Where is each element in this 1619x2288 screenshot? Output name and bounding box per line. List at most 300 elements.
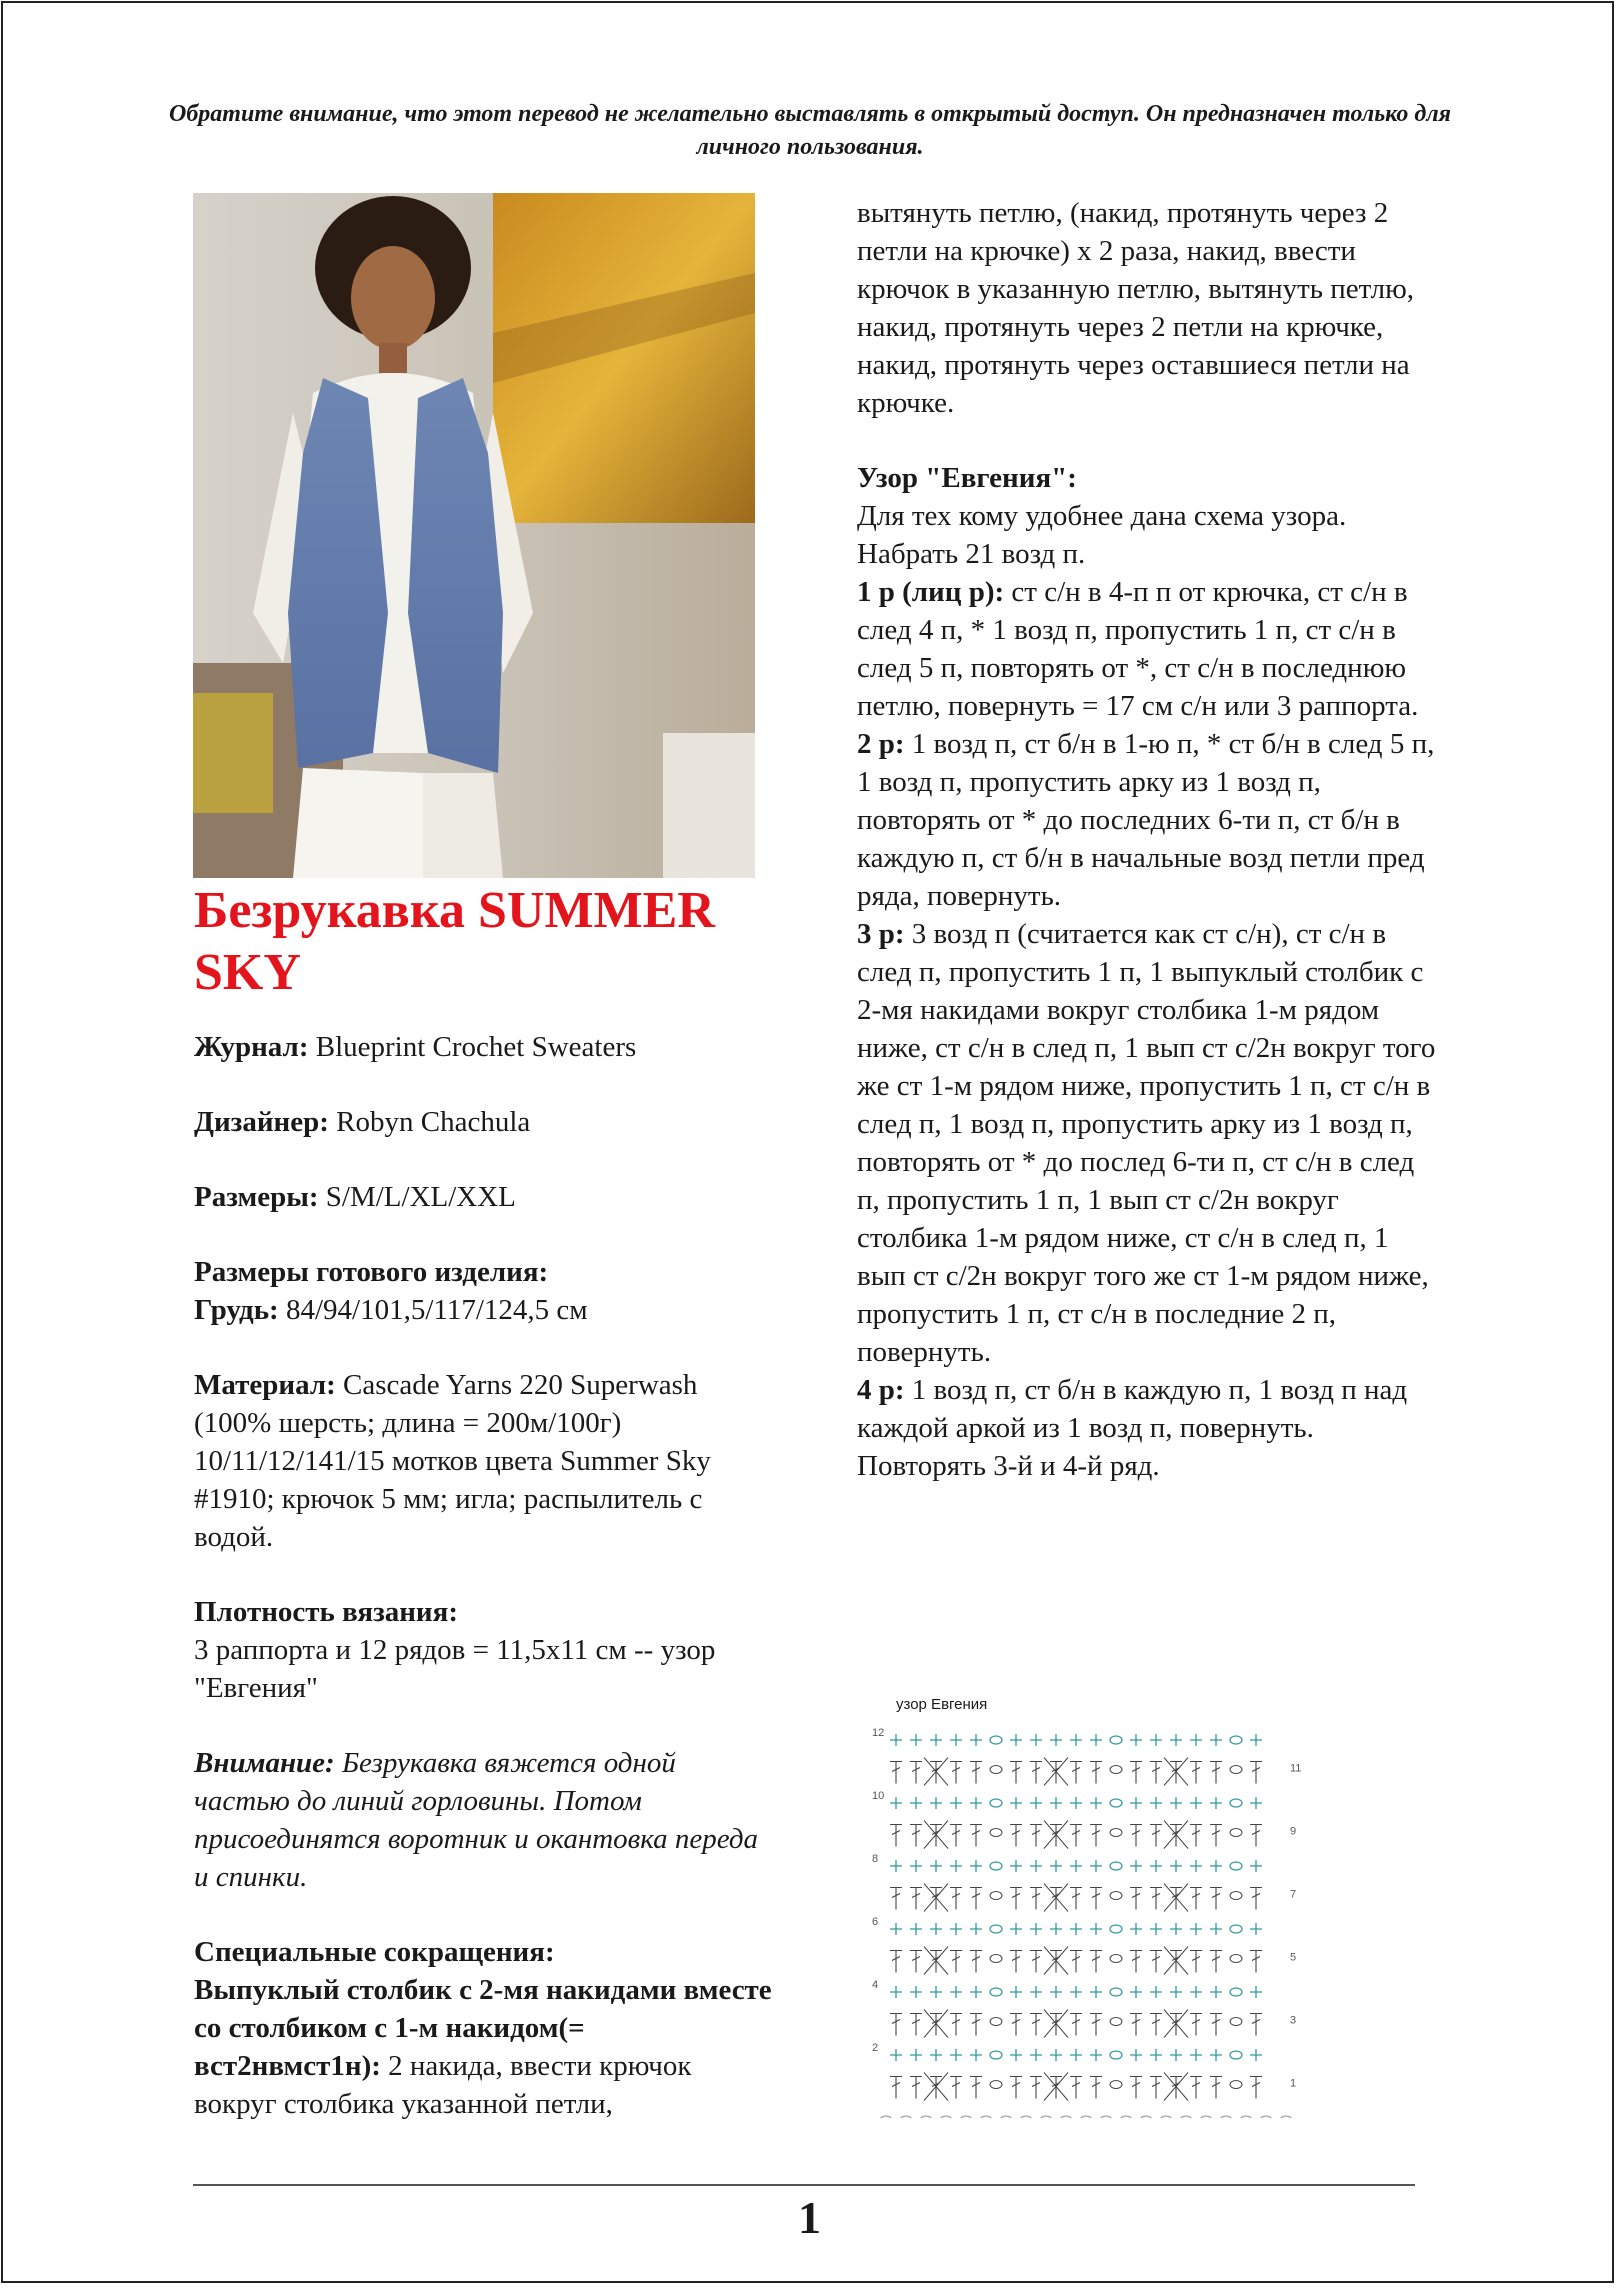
chain-stitch-symbol bbox=[990, 1799, 1002, 1807]
chain-stitch-symbol bbox=[1110, 1862, 1122, 1870]
sc-stitch-symbol bbox=[1070, 1734, 1082, 1746]
sc-stitch-symbol bbox=[910, 1860, 922, 1872]
sc-stitch-symbol bbox=[1010, 1986, 1022, 1998]
dc-stitch-symbol bbox=[1150, 2014, 1162, 2036]
attention-value: Безрукавка вяжется одной частью до линий горловины. Потом присоединятся воротник и окантовка переда и спинки. bbox=[194, 1747, 759, 1893]
dc-stitch-symbol bbox=[910, 2014, 922, 2036]
row-label: 2 р: bbox=[857, 728, 905, 760]
chain-stitch-symbol bbox=[1110, 2081, 1122, 2089]
sc-stitch-symbol bbox=[950, 2049, 962, 2061]
dc-stitch-symbol bbox=[970, 2014, 982, 2036]
dc-stitch-symbol bbox=[1030, 1951, 1042, 1973]
sc-stitch-symbol bbox=[970, 1734, 982, 1746]
chain-stitch-symbol bbox=[960, 2116, 972, 2118]
dc-stitch-symbol bbox=[1250, 1951, 1262, 1973]
sc-stitch-symbol bbox=[930, 1797, 942, 1809]
sc-stitch-symbol bbox=[1030, 1923, 1042, 1935]
sc-stitch-symbol bbox=[1130, 1734, 1142, 1746]
page-title: Безрукавка SUMMER SKY bbox=[194, 882, 715, 1001]
dc-stitch-symbol bbox=[930, 1762, 942, 1784]
sc-stitch-symbol bbox=[1070, 1986, 1082, 1998]
sc-stitch-symbol bbox=[1190, 1986, 1202, 1998]
sc-stitch-symbol bbox=[1010, 1734, 1022, 1746]
dc-stitch-symbol bbox=[890, 1951, 902, 1973]
designer-label: Дизайнер: bbox=[194, 1106, 329, 1138]
abbr-term: Выпуклый столбик с 2-мя накидами вместе со столбиком с 1-м накидом(= вст2нвмст1н): bbox=[194, 1974, 772, 2082]
chain-stitch-symbol bbox=[1120, 2116, 1132, 2118]
dc-stitch-symbol bbox=[1190, 2014, 1202, 2036]
attention-line bbox=[194, 1744, 774, 1896]
sc-stitch-symbol bbox=[890, 1797, 902, 1809]
page-number: 1 bbox=[798, 2192, 821, 2243]
sc-stitch-symbol bbox=[910, 1797, 922, 1809]
dc-stitch-symbol bbox=[1210, 1762, 1222, 1784]
dc-stitch-symbol bbox=[1130, 1762, 1142, 1784]
row-number-label: 1 bbox=[1290, 2077, 1297, 2090]
dc-stitch-symbol bbox=[930, 1951, 942, 1973]
chain-stitch-symbol bbox=[1180, 2116, 1192, 2118]
pattern-heading: Узор "Евгения": bbox=[857, 462, 1077, 494]
gauge-heading: Плотность вязания: bbox=[194, 1596, 458, 1628]
chain-stitch-symbol bbox=[1230, 1925, 1242, 1933]
sc-stitch-symbol bbox=[1150, 1986, 1162, 1998]
row-number-label: 12 bbox=[872, 1727, 885, 1739]
sc-stitch-symbol bbox=[1210, 1797, 1222, 1809]
sc-stitch-symbol bbox=[1190, 1734, 1202, 1746]
row-number-label: 8 bbox=[872, 1853, 879, 1865]
chain-stitch-symbol bbox=[1230, 1736, 1242, 1744]
abbr-line bbox=[194, 1971, 774, 2123]
chain-stitch-symbol bbox=[1110, 1925, 1122, 1933]
model-photo bbox=[193, 193, 755, 878]
sc-stitch-symbol bbox=[1090, 1986, 1102, 1998]
sc-stitch-symbol bbox=[1010, 1797, 1022, 1809]
sc-stitch-symbol bbox=[1210, 1923, 1222, 1935]
chain-stitch-symbol bbox=[990, 2018, 1002, 2026]
sc-stitch-symbol bbox=[1030, 1986, 1042, 1998]
sc-stitch-symbol bbox=[1210, 2049, 1222, 2061]
magazine-line bbox=[194, 1028, 774, 1066]
sc-stitch-symbol bbox=[1130, 2049, 1142, 2061]
dc-stitch-symbol bbox=[1090, 2014, 1102, 2036]
dc-stitch-symbol bbox=[950, 2014, 962, 2036]
sc-stitch-symbol bbox=[1150, 1734, 1162, 1746]
pattern-repeat: Повторять 3-й и 4-й ряд. bbox=[857, 1450, 1160, 1482]
row-number-label: 4 bbox=[872, 1979, 879, 1991]
chain-stitch-symbol bbox=[1230, 1829, 1242, 1837]
row-number-label: 2 bbox=[872, 2042, 879, 2054]
dc-stitch-symbol bbox=[1010, 2014, 1022, 2036]
designer-line bbox=[194, 1103, 774, 1141]
dc-stitch-symbol bbox=[1090, 1951, 1102, 1973]
dc-stitch-symbol bbox=[1250, 1888, 1262, 1910]
dc-stitch-symbol bbox=[910, 1888, 922, 1910]
chain-stitch-symbol bbox=[1230, 2018, 1242, 2026]
left-column bbox=[194, 880, 774, 2123]
dc-stitch-symbol bbox=[970, 1951, 982, 1973]
sc-stitch-symbol bbox=[930, 1986, 942, 1998]
dc-stitch-symbol bbox=[1010, 2077, 1022, 2099]
dc-stitch-symbol bbox=[1090, 1888, 1102, 1910]
dc-stitch-symbol bbox=[1170, 1951, 1182, 1973]
row-label: 1 р (лиц р): bbox=[857, 576, 1005, 608]
sc-stitch-symbol bbox=[1030, 2049, 1042, 2061]
material-line bbox=[194, 1366, 774, 1556]
sc-stitch-symbol bbox=[950, 1734, 962, 1746]
chain-stitch-symbol bbox=[1110, 1736, 1122, 1744]
sc-stitch-symbol bbox=[910, 2049, 922, 2061]
dc-stitch-symbol bbox=[1010, 1825, 1022, 1847]
dc-stitch-symbol bbox=[1070, 1888, 1082, 1910]
chain-stitch-symbol bbox=[920, 2116, 932, 2118]
sc-stitch-symbol bbox=[1090, 1860, 1102, 1872]
sc-stitch-symbol bbox=[890, 1986, 902, 1998]
chain-stitch-symbol bbox=[1080, 2116, 1092, 2118]
finished-heading: Размеры готового изделия: bbox=[194, 1256, 549, 1288]
row-text: ст с/н в 4-п п от крючка, ст с/н в след 4 п, * 1 возд п, пропустить 1 п, ст с/н в след 5 п, повторять от *, ст с/н в последнюю петлю, повернуть = 17 см с/н или 3 раппорта. bbox=[857, 576, 1419, 722]
abbr-desc: 2 накида, ввести крючок вокруг столбика указанной петли, bbox=[194, 2050, 692, 2120]
chain-stitch-symbol bbox=[1280, 2116, 1292, 2118]
chain-stitch-symbol bbox=[1230, 1799, 1242, 1807]
chain-stitch-symbol bbox=[990, 1766, 1002, 1774]
dc-stitch-symbol bbox=[910, 1825, 922, 1847]
material-value: Cascade Yarns 220 Superwash (100% шерсть; длина = 200м/100г) 10/11/12/141/15 мотков цвета Summer Sky #1910; крючок 5 мм; игла; распылитель с водой. bbox=[194, 1369, 711, 1553]
dc-stitch-symbol bbox=[1030, 1762, 1042, 1784]
dc-stitch-symbol bbox=[930, 2077, 942, 2099]
sizes-value: S/M/L/XL/XXL bbox=[325, 1181, 516, 1213]
sc-stitch-symbol bbox=[970, 1986, 982, 1998]
row-1 bbox=[857, 573, 1437, 725]
sc-stitch-symbol bbox=[1130, 1860, 1142, 1872]
dc-stitch-symbol bbox=[890, 2014, 902, 2036]
sc-stitch-symbol bbox=[1070, 1923, 1082, 1935]
sc-stitch-symbol bbox=[1250, 1734, 1262, 1746]
chain-stitch-symbol bbox=[1140, 2116, 1152, 2118]
dc-stitch-symbol bbox=[890, 1762, 902, 1784]
dc-stitch-symbol bbox=[1010, 1888, 1022, 1910]
sc-stitch-symbol bbox=[950, 1797, 962, 1809]
dc-stitch-symbol bbox=[1030, 1825, 1042, 1847]
sc-stitch-symbol bbox=[1250, 2049, 1262, 2061]
dc-stitch-symbol bbox=[1150, 1888, 1162, 1910]
dc-stitch-symbol bbox=[910, 1951, 922, 1973]
sc-stitch-symbol bbox=[1190, 1797, 1202, 1809]
sc-stitch-symbol bbox=[1150, 1860, 1162, 1872]
dc-stitch-symbol bbox=[1190, 1888, 1202, 1910]
dc-stitch-symbol bbox=[1070, 1951, 1082, 1973]
sc-stitch-symbol bbox=[1170, 1923, 1182, 1935]
sc-stitch-symbol bbox=[1170, 1734, 1182, 1746]
dc-stitch-symbol bbox=[930, 1825, 942, 1847]
dc-stitch-symbol bbox=[1190, 1825, 1202, 1847]
dc-stitch-symbol bbox=[1210, 1888, 1222, 1910]
chain-stitch-symbol bbox=[1110, 1892, 1122, 1900]
chain-stitch-symbol bbox=[990, 1988, 1002, 1996]
chain-stitch-symbol bbox=[1230, 1862, 1242, 1870]
dc-stitch-symbol bbox=[970, 1888, 982, 1910]
row-number-label: 7 bbox=[1290, 1888, 1297, 1901]
chain-stitch-symbol bbox=[1260, 2116, 1272, 2118]
dc-stitch-symbol bbox=[1090, 2077, 1102, 2099]
row-number-label: 5 bbox=[1290, 1951, 1297, 1964]
row-text: 1 возд п, ст б/н в 1-ю п, * ст б/н в след 5 п, 1 возд п, пропустить арку из 1 возд п, повторять от * до последних 6-ти п, ст б/н в каждую п, ст б/н в начальные возд петли пред ряда, повернуть. bbox=[857, 728, 1435, 912]
row-number-label: 10 bbox=[872, 1790, 885, 1802]
dc-stitch-symbol bbox=[1030, 1888, 1042, 1910]
dc-stitch-symbol bbox=[1210, 1825, 1222, 1847]
pattern-cast-on: Набрать 21 возд п. bbox=[857, 538, 1086, 570]
chain-stitch-symbol bbox=[1110, 2051, 1122, 2059]
right-column bbox=[857, 194, 1437, 1485]
dc-stitch-symbol bbox=[1170, 1762, 1182, 1784]
chain-stitch-symbol bbox=[1230, 1766, 1242, 1774]
sc-stitch-symbol bbox=[1190, 2049, 1202, 2061]
sc-stitch-symbol bbox=[930, 2049, 942, 2061]
dc-stitch-symbol bbox=[1250, 2014, 1262, 2036]
chain-stitch-symbol bbox=[1200, 2116, 1212, 2118]
sc-stitch-symbol bbox=[1050, 1986, 1062, 1998]
sc-stitch-symbol bbox=[970, 1923, 982, 1935]
chain-stitch-symbol bbox=[900, 2116, 912, 2118]
dc-stitch-symbol bbox=[1130, 2014, 1142, 2036]
dc-stitch-symbol bbox=[1050, 1951, 1062, 1973]
sc-stitch-symbol bbox=[1150, 1923, 1162, 1935]
dc-stitch-symbol bbox=[1050, 1888, 1062, 1910]
sc-stitch-symbol bbox=[1050, 2049, 1062, 2061]
dc-stitch-symbol bbox=[1150, 1951, 1162, 1973]
sc-stitch-symbol bbox=[1130, 1797, 1142, 1809]
chest-line bbox=[194, 1291, 774, 1329]
dc-stitch-symbol bbox=[1150, 2077, 1162, 2099]
dc-stitch-symbol bbox=[1030, 2014, 1042, 2036]
designer-value: Robyn Chachula bbox=[336, 1106, 531, 1138]
sc-stitch-symbol bbox=[1010, 2049, 1022, 2061]
dc-stitch-symbol bbox=[1010, 1951, 1022, 1973]
sc-stitch-symbol bbox=[890, 2049, 902, 2061]
chain-stitch-symbol bbox=[1110, 1799, 1122, 1807]
row-text: 3 возд п (считается как ст с/н), ст с/н в след п, пропустить 1 п, 1 выпуклый столбик с 2-мя накидами вокруг столбика 1-м рядом ниже, ст с/н в след п, 1 вып ст с/2н вокруг того же ст 1-м рядом ниже, пропустить 1 п, ст с/н в след п, 1 возд п, пропустить арку из 1 возд п, повторять от * до послед 6-ти п, ст с/н в след п, пропустить 1 п, 1 вып ст с/2н вокруг столбика 1-м рядом ниже, ст с/н в след п, 1 вып ст с/2н вокруг того же ст 1-м рядом ниже, пропустить 1 п, ст с/н в последние 2 п, повернуть. bbox=[857, 918, 1436, 1368]
sc-stitch-symbol bbox=[1050, 1734, 1062, 1746]
sc-stitch-symbol bbox=[950, 1860, 962, 1872]
dc-stitch-symbol bbox=[1050, 2077, 1062, 2099]
chain-stitch-symbol bbox=[1110, 1766, 1122, 1774]
dc-stitch-symbol bbox=[890, 2077, 902, 2099]
chest-value: 84/94/101,5/117/124,5 см bbox=[285, 1294, 588, 1326]
dc-stitch-symbol bbox=[1150, 1825, 1162, 1847]
dc-stitch-symbol bbox=[1190, 1762, 1202, 1784]
pattern-intro: Для тех кому удобнее дана схема узора. bbox=[857, 500, 1347, 532]
row-number-label: 9 bbox=[1290, 1825, 1297, 1838]
sc-stitch-symbol bbox=[1090, 2049, 1102, 2061]
sc-stitch-symbol bbox=[1190, 1860, 1202, 1872]
chest-label: Грудь: bbox=[194, 1294, 279, 1326]
chain-stitch-symbol bbox=[1230, 1955, 1242, 1963]
sc-stitch-symbol bbox=[1130, 1986, 1142, 1998]
row-label: 4 р: bbox=[857, 1374, 905, 1406]
sc-stitch-symbol bbox=[1090, 1797, 1102, 1809]
chain-stitch-symbol bbox=[1230, 2051, 1242, 2059]
sc-stitch-symbol bbox=[1030, 1797, 1042, 1809]
sc-stitch-symbol bbox=[890, 1734, 902, 1746]
chain-stitch-symbol bbox=[990, 1829, 1002, 1837]
sc-stitch-symbol bbox=[1010, 1860, 1022, 1872]
sc-stitch-symbol bbox=[1170, 1986, 1182, 1998]
abbr-heading: Специальные сокращения: bbox=[194, 1936, 555, 1968]
chain-stitch-symbol bbox=[940, 2116, 952, 2118]
row-3 bbox=[857, 915, 1437, 1371]
chain-stitch-symbol bbox=[880, 2116, 892, 2118]
sc-stitch-symbol bbox=[1170, 1860, 1182, 1872]
sc-stitch-symbol bbox=[1210, 1734, 1222, 1746]
sc-stitch-symbol bbox=[1250, 1923, 1262, 1935]
chain-stitch-symbol bbox=[990, 1925, 1002, 1933]
chain-stitch-symbol bbox=[980, 2116, 992, 2118]
dc-stitch-symbol bbox=[1070, 1762, 1082, 1784]
dc-stitch-symbol bbox=[930, 1888, 942, 1910]
sc-stitch-symbol bbox=[930, 1923, 942, 1935]
chain-stitch-symbol bbox=[1040, 2116, 1052, 2118]
stitch-chart bbox=[866, 1718, 1346, 2118]
dc-stitch-symbol bbox=[1130, 1825, 1142, 1847]
sc-stitch-symbol bbox=[950, 1923, 962, 1935]
dc-stitch-symbol bbox=[1030, 2077, 1042, 2099]
dc-stitch-symbol bbox=[1250, 1762, 1262, 1784]
dc-stitch-symbol bbox=[930, 2014, 942, 2036]
row-number-label: 3 bbox=[1290, 2014, 1297, 2027]
sc-stitch-symbol bbox=[970, 2049, 982, 2061]
chain-stitch-symbol bbox=[1230, 2081, 1242, 2089]
chain-stitch-symbol bbox=[1230, 1988, 1242, 1996]
dc-stitch-symbol bbox=[1170, 2077, 1182, 2099]
sc-stitch-symbol bbox=[1210, 1860, 1222, 1872]
dc-stitch-symbol bbox=[1250, 1825, 1262, 1847]
sc-stitch-symbol bbox=[910, 1734, 922, 1746]
dc-stitch-symbol bbox=[970, 1825, 982, 1847]
dc-stitch-symbol bbox=[1130, 1888, 1142, 1910]
row-number-label: 6 bbox=[872, 1916, 879, 1928]
chain-stitch-symbol bbox=[990, 2081, 1002, 2089]
dc-stitch-symbol bbox=[1070, 2014, 1082, 2036]
dc-stitch-symbol bbox=[970, 1762, 982, 1784]
dc-stitch-symbol bbox=[1070, 2077, 1082, 2099]
row-label: 3 р: bbox=[857, 918, 905, 950]
sc-stitch-symbol bbox=[910, 1986, 922, 1998]
chain-stitch-symbol bbox=[1160, 2116, 1172, 2118]
chain-stitch-symbol bbox=[990, 1862, 1002, 1870]
dc-stitch-symbol bbox=[890, 1888, 902, 1910]
chain-stitch-symbol bbox=[1060, 2116, 1072, 2118]
dc-stitch-symbol bbox=[1190, 1951, 1202, 1973]
sc-stitch-symbol bbox=[1150, 2049, 1162, 2061]
dc-stitch-symbol bbox=[950, 2077, 962, 2099]
chain-stitch-symbol bbox=[990, 1955, 1002, 1963]
gauge-value: 3 раппорта и 12 рядов = 11,5х11 см -- узор "Евгения" bbox=[194, 1634, 716, 1704]
dc-stitch-symbol bbox=[1130, 1951, 1142, 1973]
dc-stitch-symbol bbox=[1150, 1762, 1162, 1784]
sc-stitch-symbol bbox=[910, 1923, 922, 1935]
sc-stitch-symbol bbox=[1010, 1923, 1022, 1935]
dc-stitch-symbol bbox=[890, 1825, 902, 1847]
sc-stitch-symbol bbox=[890, 1860, 902, 1872]
dc-stitch-symbol bbox=[1090, 1825, 1102, 1847]
dc-stitch-symbol bbox=[1170, 1888, 1182, 1910]
attention-label: Внимание: bbox=[194, 1747, 335, 1779]
chain-stitch-symbol bbox=[1020, 2116, 1032, 2118]
sc-stitch-symbol bbox=[970, 1860, 982, 1872]
sc-stitch-symbol bbox=[1090, 1923, 1102, 1935]
sc-stitch-symbol bbox=[1210, 1986, 1222, 1998]
sc-stitch-symbol bbox=[930, 1860, 942, 1872]
sc-stitch-symbol bbox=[950, 1986, 962, 1998]
magazine-label: Журнал: bbox=[194, 1031, 309, 1063]
chain-stitch-symbol bbox=[1000, 2116, 1012, 2118]
sc-stitch-symbol bbox=[1250, 1797, 1262, 1809]
sc-stitch-symbol bbox=[1130, 1923, 1142, 1935]
dc-stitch-symbol bbox=[910, 1762, 922, 1784]
sc-stitch-symbol bbox=[1190, 1923, 1202, 1935]
dc-stitch-symbol bbox=[910, 2077, 922, 2099]
sc-stitch-symbol bbox=[1050, 1923, 1062, 1935]
dc-stitch-symbol bbox=[950, 1888, 962, 1910]
sc-stitch-symbol bbox=[1070, 2049, 1082, 2061]
sc-stitch-symbol bbox=[1030, 1860, 1042, 1872]
dc-stitch-symbol bbox=[1130, 2077, 1142, 2099]
sc-stitch-symbol bbox=[1050, 1860, 1062, 1872]
sc-stitch-symbol bbox=[1070, 1860, 1082, 1872]
continued-text: вытянуть петлю, (накид, протянуть через 2 петли на крючке) х 2 раза, накид, ввести крючок в указанную петлю, вытянуть петлю, накид, протянуть через 2 петли на крючке, накид, протянуть через оставшиеся петли на крючке. bbox=[857, 197, 1415, 419]
dc-stitch-symbol bbox=[1070, 1825, 1082, 1847]
sc-stitch-symbol bbox=[1250, 1986, 1262, 1998]
dc-stitch-symbol bbox=[950, 1762, 962, 1784]
sizes-line bbox=[194, 1178, 774, 1216]
row-text: 1 возд п, ст б/н в каждую п, 1 возд п над каждой аркой из 1 возд п, повернуть. bbox=[857, 1374, 1408, 1444]
footer-divider bbox=[193, 2184, 1415, 2186]
dc-stitch-symbol bbox=[1170, 2014, 1182, 2036]
sizes-label: Размеры: bbox=[194, 1181, 319, 1213]
chain-stitch-symbol bbox=[990, 2051, 1002, 2059]
chain-stitch-symbol bbox=[1230, 1892, 1242, 1900]
chain-stitch-symbol bbox=[1110, 2018, 1122, 2026]
dc-stitch-symbol bbox=[950, 1951, 962, 1973]
row-number-label: 11 bbox=[1290, 1762, 1302, 1775]
sc-stitch-symbol bbox=[1050, 1797, 1062, 1809]
dc-stitch-symbol bbox=[950, 1825, 962, 1847]
dc-stitch-symbol bbox=[1170, 1825, 1182, 1847]
dc-stitch-symbol bbox=[1210, 1951, 1222, 1973]
dc-stitch-symbol bbox=[1050, 1762, 1062, 1784]
magazine-value: Blueprint Crochet Sweaters bbox=[315, 1031, 637, 1063]
dc-stitch-symbol bbox=[1210, 2014, 1222, 2036]
notice-text: Обратите внимание, что этот перевод не желательно выставлять в открытый доступ. Он предназначен только для личного пользования. bbox=[169, 101, 1451, 160]
sc-stitch-symbol bbox=[890, 1923, 902, 1935]
chain-stitch-symbol bbox=[1220, 2116, 1232, 2118]
sc-stitch-symbol bbox=[970, 1797, 982, 1809]
sc-stitch-symbol bbox=[1090, 1734, 1102, 1746]
sc-stitch-symbol bbox=[1250, 1860, 1262, 1872]
chart-title: узор Евгения bbox=[896, 1696, 988, 1713]
dc-stitch-symbol bbox=[1190, 2077, 1202, 2099]
chain-stitch-symbol bbox=[990, 1892, 1002, 1900]
dc-stitch-symbol bbox=[1090, 1762, 1102, 1784]
dc-stitch-symbol bbox=[970, 2077, 982, 2099]
chain-stitch-symbol bbox=[1110, 1829, 1122, 1837]
dc-stitch-symbol bbox=[1050, 1825, 1062, 1847]
dc-stitch-symbol bbox=[1010, 1762, 1022, 1784]
row-2 bbox=[857, 725, 1437, 915]
row-4 bbox=[857, 1371, 1437, 1447]
dc-stitch-symbol bbox=[1210, 2077, 1222, 2099]
sc-stitch-symbol bbox=[1030, 1734, 1042, 1746]
sc-stitch-symbol bbox=[1170, 1797, 1182, 1809]
